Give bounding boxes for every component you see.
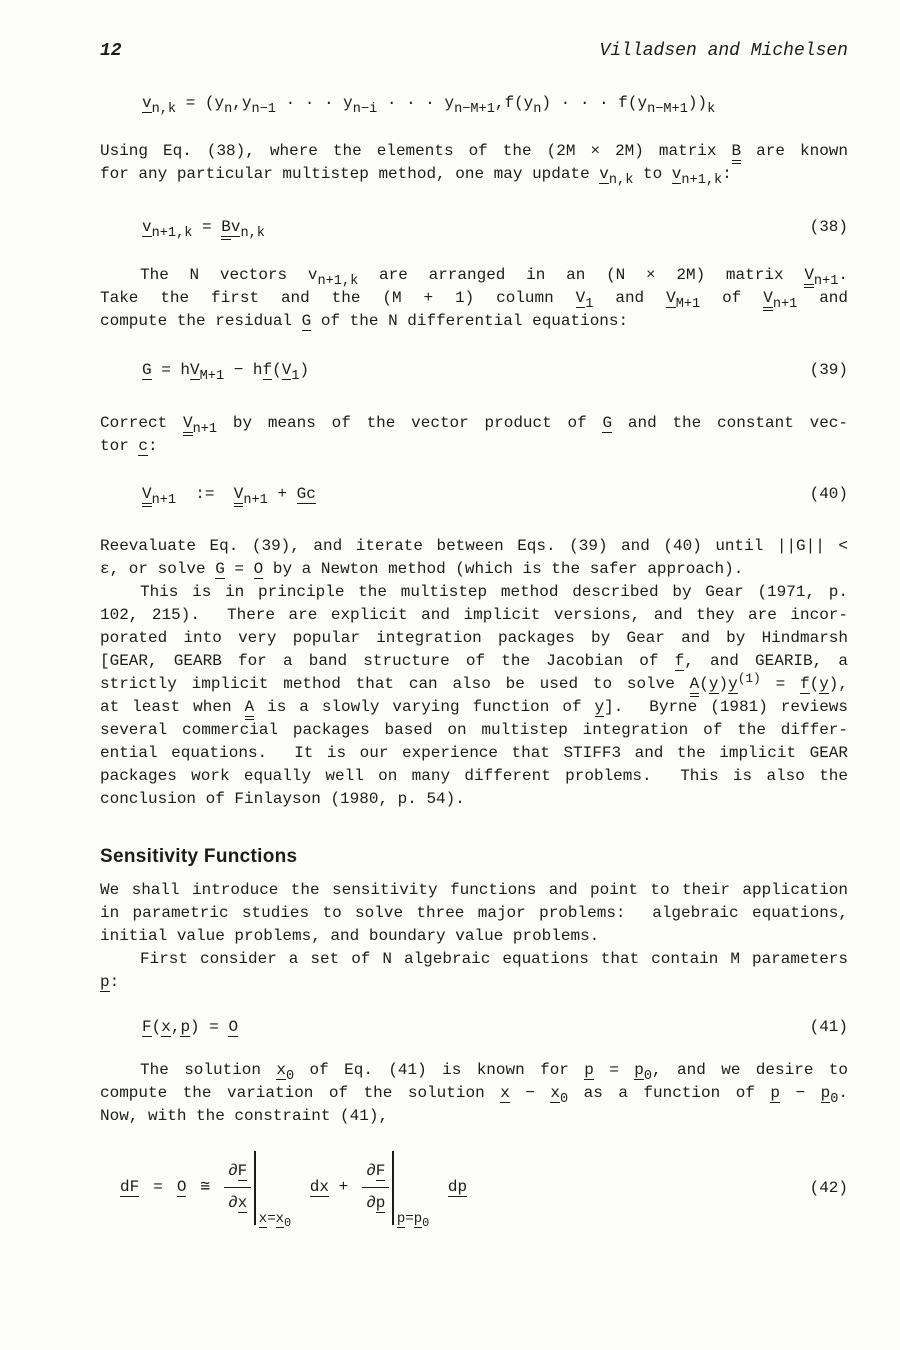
evaluation-bar <box>392 1151 394 1225</box>
paragraph-first-consider <box>100 948 848 994</box>
equation-body: $v_{n+1,k} = Bv_{n,k}$ <box>142 218 265 241</box>
equation-body: $v_{n,k} = (y_n,y_{n-1}$ · · · $y_{n-i}$ · · · $y_{n-M+1},f(y_n)$ · · · $f(y_{n-M+1}))_k$ <box>142 94 716 117</box>
equation-number: (40) <box>809 485 848 503</box>
zero-vector: O <box>176 1177 187 1196</box>
partial-derivative-p-term <box>362 1145 430 1231</box>
paragraph-sensitivity-intro <box>100 879 848 948</box>
paragraph-correct-v <box>100 412 848 458</box>
paragraph-line: Using Eq. (38), where the elements of the (2M × 2M) matrix B are known <box>100 140 848 163</box>
paragraph-line: Reevaluate Eq. (39), and iterate between Eqs. (39) and (40) until ||G|| < <box>100 537 848 555</box>
paragraph-n-vectors <box>100 264 848 333</box>
text-column <box>100 0 848 1350</box>
equation-body: F(x,p) = O <box>142 1018 239 1036</box>
equation-body <box>100 1143 848 1231</box>
paragraph-line: conclusion of Finlayson (1980, p. 54). <box>100 790 465 808</box>
paragraph-line: p: <box>100 973 120 991</box>
equation-38 <box>100 216 848 239</box>
equation-number: (41) <box>809 1018 848 1036</box>
paragraph-line: First consider a set of N algebraic equations that contain M parameters <box>140 950 848 968</box>
equation-39 <box>100 359 848 382</box>
equation-42 <box>100 1143 848 1243</box>
paragraph-solution-x0 <box>100 1059 848 1128</box>
evaluation-bar <box>254 1151 256 1225</box>
paragraph-line: Take the first and the (M + 1) column $V_1$ and $V_{M+1}$ of $V_{n+1}$ and <box>100 289 849 312</box>
fraction-numerator: ∂F <box>362 1160 389 1188</box>
paragraph-line: strictly implicit method that can also be used to solve $A(y)y^{(1)} = f(y)$, <box>100 673 848 696</box>
equation-body: $V_{n+1}$ := $V_{n+1} + Gc$ <box>142 485 316 508</box>
paragraph-line: The N vectors $v_{n+1,k}$ are arranged in an (N × 2M) matrix $V_{n+1}$. <box>140 266 849 289</box>
evaluation-condition: $x=x_0$ <box>258 1211 292 1231</box>
paragraph-using-eq38 <box>100 140 848 186</box>
paragraph-line: packages work equally well on many different problems. This is also the <box>100 767 848 785</box>
equation-body: $G = hV_{M+1} - hf(V_1)$ <box>142 361 310 384</box>
paragraph-line: compute the variation of the solution $x - x_0$ as a function of $p - p_0$. <box>100 1084 848 1107</box>
equals-sign: = <box>153 1177 163 1196</box>
paragraph-line: 102, 215). There are explicit and implicit versions, and they are incor- <box>100 606 848 624</box>
fraction-denominator: ∂p <box>366 1193 386 1212</box>
running-head: Villadsen and Michelsen <box>599 41 848 61</box>
dx-plus-term: dx + <box>309 1177 349 1196</box>
equation-vnk-definition <box>100 92 848 115</box>
equation-number: (42) <box>809 1179 848 1197</box>
paragraph-line: several commercial packages based on multistep integration of the differ- <box>100 721 848 739</box>
partial-derivative-x-term <box>224 1145 292 1231</box>
df-term: dF <box>120 1177 140 1196</box>
approx-sign: ≅ <box>200 1177 211 1196</box>
paragraph-line: The solution $x_0$ of Eq. (41) is known for $p = p_0$, and we desire to <box>140 1061 848 1084</box>
paragraph-line: for any particular multistep method, one may update $v_{n,k}$ to $v_{n+1,k}$: <box>100 165 732 188</box>
paragraph-line: ential equations. It is our experience that STIFF3 and the implicit GEAR <box>100 744 848 762</box>
equation-40 <box>100 483 848 506</box>
paragraph-line: Correct $V_{n+1}$ by means of the vector product of G and the constant vec- <box>100 414 849 437</box>
page-number: 12 <box>100 41 122 61</box>
fraction-numerator: ∂F <box>224 1160 251 1188</box>
dp-term: dp <box>447 1177 468 1196</box>
paragraph-line: This is in principle the multistep method described by Gear (1971, p. <box>140 583 848 601</box>
paragraph-reevaluate <box>100 535 848 581</box>
equation-41 <box>100 1016 848 1039</box>
section-heading: Sensitivity Functions <box>100 846 298 867</box>
paragraph-line: at least when A is a slowly varying function of y]. Byrne (1981) reviews <box>100 696 848 719</box>
paragraph-line: ε, or solve G = O by a Newton method (which is the safer approach). <box>100 560 744 578</box>
paragraph-line: Now, with the constraint (41), <box>100 1107 389 1125</box>
paragraph-line: initial value problems, and boundary value problems. <box>100 927 600 945</box>
paragraph-gear-packages <box>100 581 848 811</box>
paragraph-line: in parametric studies to solve three major problems: algebraic equations, <box>100 904 848 922</box>
evaluation-condition: $p=p_0$ <box>396 1211 430 1231</box>
fraction <box>224 1160 251 1215</box>
fraction <box>362 1160 389 1215</box>
paragraph-line: We shall introduce the sensitivity functions and point to their application <box>100 881 848 899</box>
paragraph-line: tor c: <box>100 437 158 455</box>
paragraph-line: [GEAR, GEARB for a band structure of the Jacobian of f, and GEARIB, a <box>100 652 848 670</box>
paragraph-line: porated into very popular integration packages by Gear and by Hindmarsh <box>100 629 848 647</box>
paragraph-line: compute the residual G of the N differential equations: <box>100 312 629 330</box>
equation-number: (39) <box>809 361 848 379</box>
fraction-denominator: ∂x <box>228 1193 248 1212</box>
equation-number: (38) <box>809 218 848 236</box>
